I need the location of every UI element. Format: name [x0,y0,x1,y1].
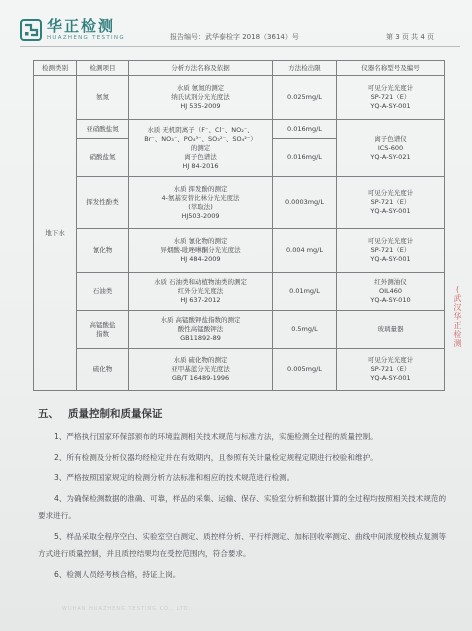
section-title: 质量控制和质量保证 [68,408,163,420]
section-heading [38,406,163,421]
limit-cell: 0.016mg/L [273,120,337,139]
method-cell: 水质 氰化物的测定 异烟酸-吡唑啉酮分光光度法 HJ 484-2009 [129,229,273,273]
category-cell: 地下水 [34,76,77,391]
method-cell: 水质 挥发酚的测定 4-氨基安替比林分光光度法 (萃取法) HJ503-2009 [129,177,273,229]
quality-paragraphs [38,428,450,586]
method-cell: 水质 硫化物的测定 亚甲基蓝分光光度法 GB/T 16489-1996 [129,349,273,391]
item-cell: 高锰酸盐 指数 [77,311,129,349]
instrument-cell: 可见分光光度计 SP-721（E） YQ-A-SY-001 [337,229,445,273]
logo-mark-icon [20,19,42,41]
company-logo [20,18,125,42]
table-row [34,311,445,349]
instrument-cell: 玻璃量器 [337,311,445,349]
table-row [34,120,445,139]
item-cell: 硝酸盐氮 [77,139,129,177]
section-number: 五、 [38,408,59,420]
table-row [34,349,445,391]
method-cell: 水质 无机阴离子（F⁻、Cl⁻、NO₂⁻、 Br⁻、NO₃⁻、PO₄³⁻、SO₃²⁻、SO₄²⁻） 的测定 离子色谱法 HJ 84-2016 [129,120,273,177]
page-number: 第 3 页 共 4 页 [386,33,435,41]
table-row [34,229,445,273]
paragraph: 2、所有检测及分析仪器均经检定并在有效期内，且参照有关计量检定规程定期进行校验和维护。 [54,452,378,462]
header-cell: 检测项目 [77,61,129,76]
method-cell: 水质 氨氮的测定 纳氏试剂分光光度法 HJ 535-2009 [129,76,273,120]
instrument-cell: 红外测油仪 OIL460 YQ-A-SY-010 [337,273,445,311]
item-cell: 挥发性酚类 [77,177,129,229]
method-table [33,60,445,391]
table-row [34,273,445,311]
footer-watermark: WUHAN HUAZHENG TESTING CO., LTD. [62,606,192,612]
company-name-en: HUAZHENG TESTING [47,35,125,41]
item-cell: 氨氮 [77,76,129,120]
item-cell: 氰化物 [77,229,129,273]
header-cell: 方法检出限 [273,61,337,76]
instrument-cell: 离子色谱仪 ICS-600 YQ-A-SY-021 [337,120,445,177]
header-divider [20,46,460,47]
paragraph: 3、严格按照国家规定的检测分析方法标准和相应的技术规范进行检测。 [54,473,295,482]
limit-cell: 0.5mg/L [273,311,337,349]
header-cell: 检测类别 [34,61,77,76]
header-cell: 仪器名称型号及编号 [337,61,445,76]
method-cell: 水质 高锰酸钾盐指数的测定 酸性高锰酸钾法 GB11892-89 [129,311,273,349]
paragraph: 4、为确保检测数据的准确、可靠，样品的采集、运输、保存、实验室分析和数据计算的全过程均按照相关技术规范的要求进行。 [38,493,447,520]
paragraph: 5、样品采取全程序空白、实验室空白测定、质控样分析、平行样测定、加标回收率测定、曲线中间浓度校核点复测等方式进行质量控制，并且质控结果均在受控范围内，符合要求。 [38,531,447,558]
method-cell: 水质 石油类和动植物油类的测定 红外分光光度法 HJ 637-2012 [129,273,273,311]
table-row [34,177,445,229]
limit-cell: 0.01mg/L [273,273,337,311]
paragraph: 1、严格执行国家环保部颁布的环境监测相关技术规范与标准方法，实施检测全过程的质量控制。 [54,432,378,441]
instrument-cell: 可见分光光度计 SP-721（E） YQ-A-SY-001 [337,76,445,120]
table-row [34,76,445,120]
instrument-cell: 可见分光光度计 SP-721（E） YQ-A-SY-001 [337,177,445,229]
seal-stamp: ( 武 汉 华 正 检 测 [453,285,462,348]
item-cell: 石油类 [77,273,129,311]
company-name-cn: 华正检测 [47,17,116,35]
table-header-row [34,61,445,76]
item-cell: 亚硝酸盐氮 [77,120,129,139]
limit-cell: 0.005mg/L [273,349,337,391]
header-cell: 分析方法名称及依据 [129,61,273,76]
limit-cell: 0.0003mg/L [273,177,337,229]
instrument-cell: 可见分光光度计 SP-721（E） YQ-A-SY-001 [337,349,445,391]
limit-cell: 0.025mg/L [273,76,337,120]
item-cell: 硫化物 [77,349,129,391]
limit-cell: 0.016mg/L [273,139,337,177]
limit-cell: 0.004 mg/L [273,229,337,273]
paragraph: 6、检测人员经考核合格，持证上岗。 [54,569,181,579]
report-number: 报告编号：武华泰检字 2018（3614）号 [170,33,299,41]
